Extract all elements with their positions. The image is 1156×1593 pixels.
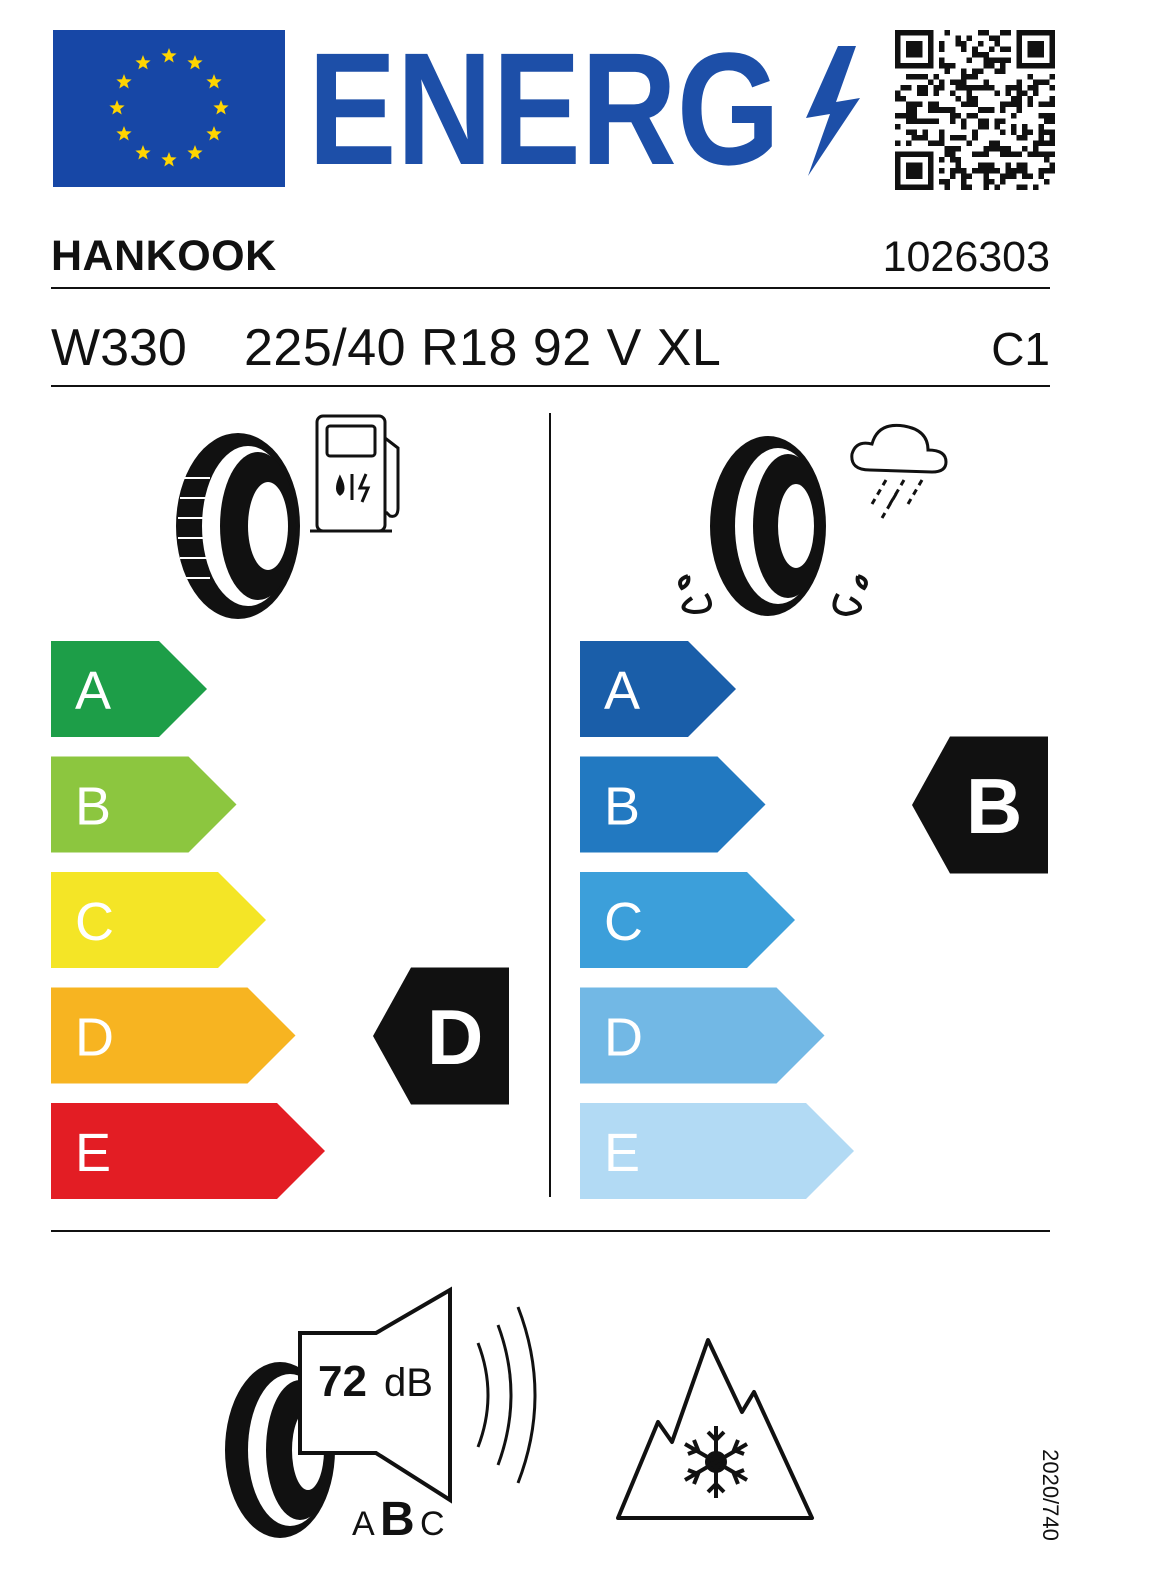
tyre-model: W330 bbox=[51, 319, 187, 377]
rating-letter: B bbox=[966, 762, 1023, 850]
scale-letter: E bbox=[604, 1123, 641, 1183]
three-peak-snowflake-icon bbox=[610, 1330, 820, 1530]
energy-word: ENERG bbox=[308, 26, 780, 196]
scale-letter: A bbox=[75, 661, 112, 721]
noise-value: 72 bbox=[318, 1357, 367, 1406]
regulation-number-box bbox=[1030, 1420, 1070, 1570]
wet-class-b bbox=[580, 757, 766, 853]
fuel-class-d bbox=[51, 988, 296, 1084]
wet-rating-indicator bbox=[912, 737, 1048, 874]
scale-letter: A bbox=[604, 661, 641, 721]
fuel-rating-indicator bbox=[373, 968, 509, 1105]
divider bbox=[51, 1230, 1050, 1232]
noise-class-c: C bbox=[420, 1505, 445, 1543]
tyre-class: C1 bbox=[991, 323, 1050, 375]
wet-class-a bbox=[580, 641, 736, 737]
scale-letter: B bbox=[604, 776, 641, 837]
noise-class-b: B bbox=[380, 1493, 415, 1546]
noise-class-a: A bbox=[352, 1505, 375, 1543]
tyre-speaker-icon bbox=[220, 1285, 570, 1555]
brand-name: HANKOOK bbox=[51, 232, 277, 280]
product-code: 1026303 bbox=[882, 233, 1050, 281]
rating-letter: D bbox=[427, 993, 484, 1081]
fuel-class-a bbox=[51, 641, 207, 737]
fuel-class-b bbox=[51, 757, 237, 853]
scale-letter: D bbox=[75, 1007, 114, 1068]
scale-letter: E bbox=[75, 1123, 112, 1183]
noise-class-scale bbox=[352, 1493, 445, 1546]
fuel-class-e bbox=[51, 1103, 325, 1199]
wet-class-d bbox=[580, 988, 825, 1084]
scale-letter: D bbox=[604, 1007, 643, 1068]
scale-letter: C bbox=[604, 892, 643, 952]
tyre-size: 225/40 R18 92 V XL bbox=[244, 319, 722, 377]
snowflake-icon bbox=[685, 1426, 747, 1498]
scale-letter: B bbox=[75, 776, 112, 837]
wet-class-c bbox=[580, 872, 795, 968]
noise-unit: dB bbox=[384, 1361, 433, 1405]
regulation-number: 2020/740 bbox=[1038, 1449, 1063, 1541]
sound-waves-icon bbox=[478, 1307, 535, 1483]
fuel-class-c bbox=[51, 872, 266, 968]
wet-class-e bbox=[580, 1103, 854, 1199]
scale-letter: C bbox=[75, 892, 114, 952]
